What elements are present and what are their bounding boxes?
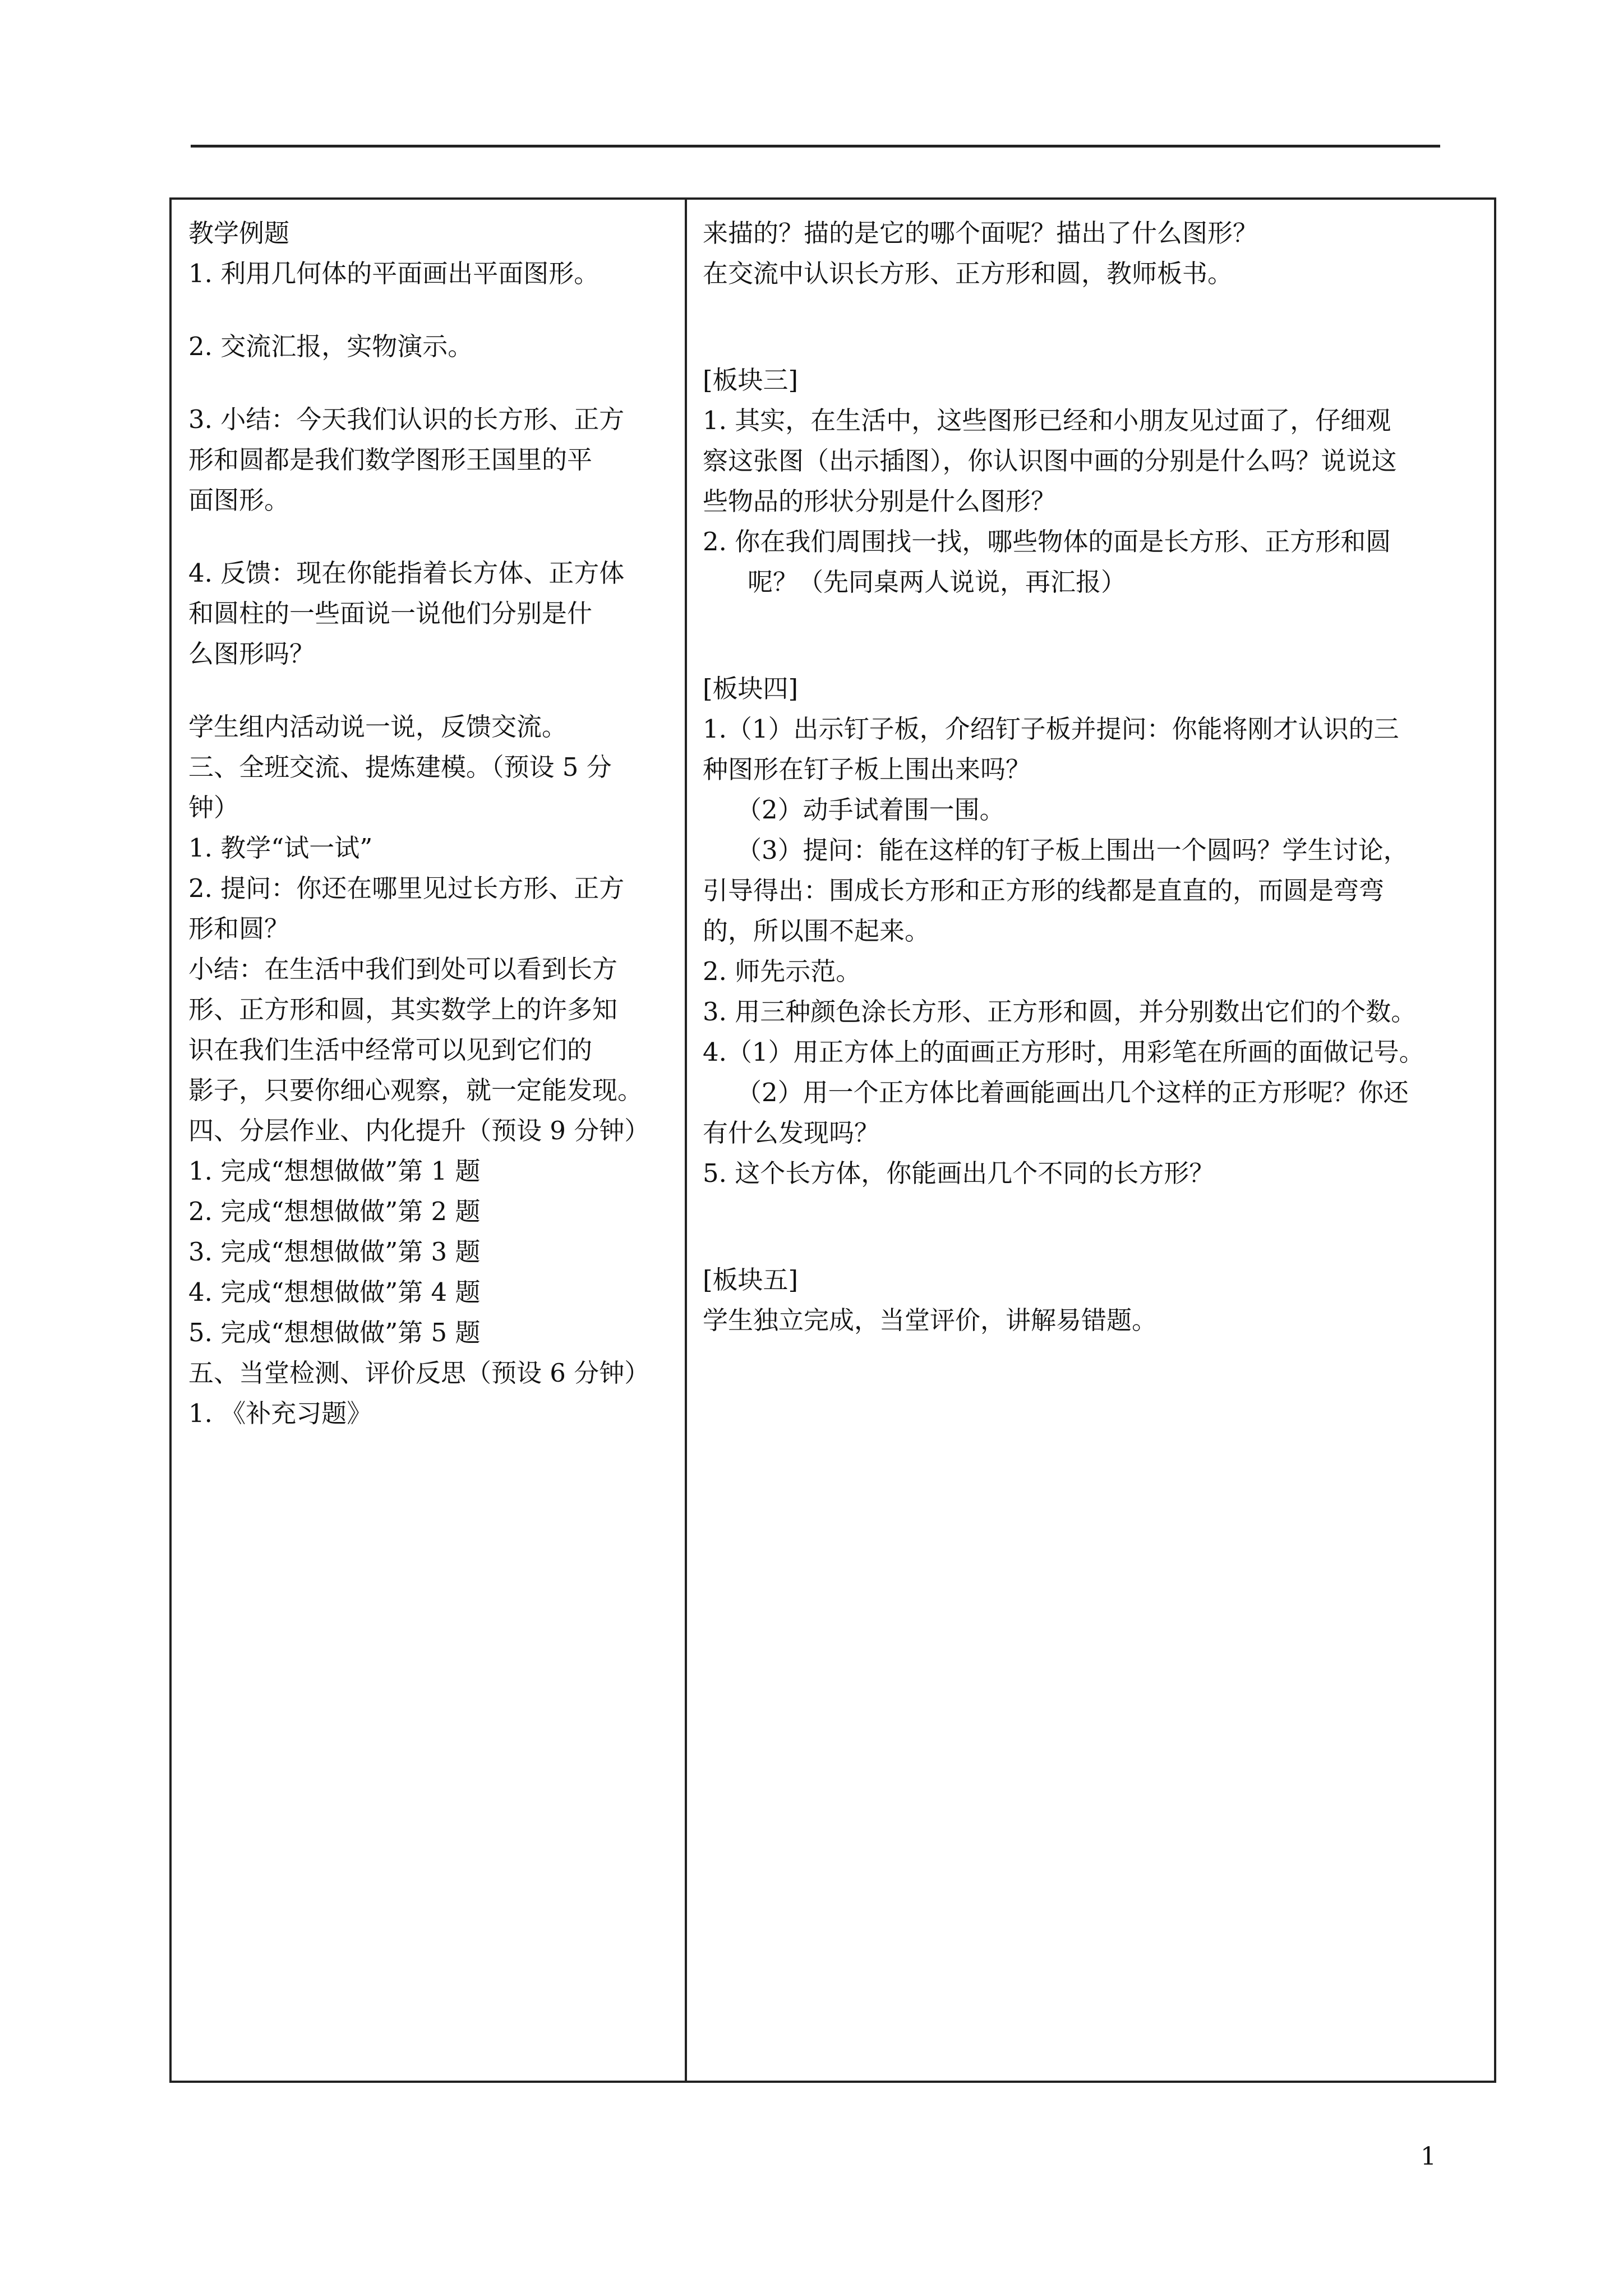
right-line: 1.（1）出示钉子板，介绍钉子板并提问：你能将刚才认识的三 [703, 714, 1399, 744]
left-line: 学生组内活动说一说，反馈交流。 [188, 712, 568, 742]
left-line: 1. 教学“试一试” [188, 833, 373, 863]
left-line: 形和圆都是我们数学图形王国里的平 [188, 445, 593, 475]
header-rule [191, 145, 1440, 148]
left-line: 1. 利用几何体的平面画出平面图形。 [188, 259, 600, 288]
left-line: 3. 小结：今天我们认识的长方形、正方 [188, 404, 625, 434]
left-line: 2. 完成“想想做做”第 2 题 [188, 1197, 481, 1226]
section-heading: [板块五] [703, 1265, 799, 1295]
left-line: 五、当堂检测、评价反思（预设 6 分钟） [188, 1358, 650, 1388]
right-line: （2）动手试着围一围。 [736, 795, 1005, 825]
right-line: 引导得出：围成长方形和正方形的线都是直直的，而圆是弯弯 [703, 876, 1385, 905]
lesson-plan-table [169, 197, 1496, 2083]
left-line: 么图形吗？ [188, 639, 315, 669]
left-line: 5. 完成“想想做做”第 5 题 [188, 1318, 481, 1347]
left-line: 教学例题 [188, 218, 290, 248]
right-line: （3）提问：能在这样的钉子板上围出一个圆吗？学生讨论， [736, 835, 1409, 865]
right-line: 2. 你在我们周围找一找，哪些物体的面是长方形、正方形和圆 [703, 527, 1391, 556]
left-line: 2. 交流汇报，实物演示。 [188, 332, 473, 361]
left-line: 影子，只要你细心观察，就一定能发现。 [188, 1075, 643, 1105]
left-line: 3. 完成“想想做做”第 3 题 [188, 1237, 481, 1267]
right-line: 的，所以围不起来。 [703, 916, 930, 946]
right-line: 4.（1）用正方体上的面画正方形时，用彩笔在所画的面做记号。 [703, 1037, 1424, 1067]
right-line: 种图形在钉子板上围出来吗？ [703, 754, 1031, 784]
left-line: 四、分层作业、内化提升（预设 9 分钟） [188, 1116, 650, 1145]
left-line: 和圆柱的一些面说一说他们分别是什 [188, 599, 593, 628]
left-line: 小结：在生活中我们到处可以看到长方 [188, 954, 618, 984]
section-heading: [板块四] [703, 674, 799, 703]
right-line: 2. 师先示范。 [703, 956, 861, 986]
left-line: 4. 反馈：现在你能指着长方体、正方体 [188, 558, 625, 588]
right-column [687, 200, 1496, 1337]
left-line: 钟） [188, 793, 239, 822]
right-line: 有什么发现吗？ [703, 1118, 880, 1148]
right-line: 察这张图（出示插图），你认识图中画的分别是什么吗？说说这 [703, 446, 1397, 476]
page-number: 1 [1421, 2142, 1436, 2171]
section-heading: [板块三] [703, 365, 799, 395]
left-line: 1. 完成“想想做做”第 1 题 [188, 1156, 481, 1186]
left-line: 三、全班交流、提炼建模。（预设 5 分 [188, 752, 612, 782]
right-line: 来描的？描的是它的哪个面呢？描出了什么图形？ [703, 218, 1258, 248]
right-line: 1. 其实，在生活中，这些图形已经和小朋友见过面了，仔细观 [703, 406, 1391, 435]
right-line: 呢？（先同桌两人说说，再汇报） [748, 567, 1127, 597]
left-column [172, 200, 687, 1430]
right-line: 学生独立完成，当堂评价，讲解易错题。 [703, 1305, 1158, 1335]
left-line: 1. 《补充习题》 [188, 1398, 372, 1428]
right-line: 3. 用三种颜色涂长方形、正方形和圆，并分别数出它们的个数。 [703, 997, 1417, 1027]
left-line: 面图形。 [188, 485, 290, 515]
right-line: 些物品的形状分别是什么图形？ [703, 486, 1057, 516]
right-line: 在交流中认识长方形、正方形和圆，教师板书。 [703, 259, 1233, 288]
left-line: 识在我们生活中经常可以见到它们的 [188, 1035, 593, 1065]
right-line: 5. 这个长方体，你能画出几个不同的长方形？ [703, 1158, 1215, 1188]
left-line: 形、正方形和圆，其实数学上的许多知 [188, 995, 618, 1024]
left-line: 形和圆？ [188, 914, 290, 944]
left-line: 2. 提问：你还在哪里见过长方形、正方 [188, 873, 625, 903]
left-line: 4. 完成“想想做做”第 4 题 [188, 1277, 481, 1307]
right-line: （2）用一个正方体比着画能画出几个这样的正方形呢？你还 [736, 1078, 1409, 1107]
